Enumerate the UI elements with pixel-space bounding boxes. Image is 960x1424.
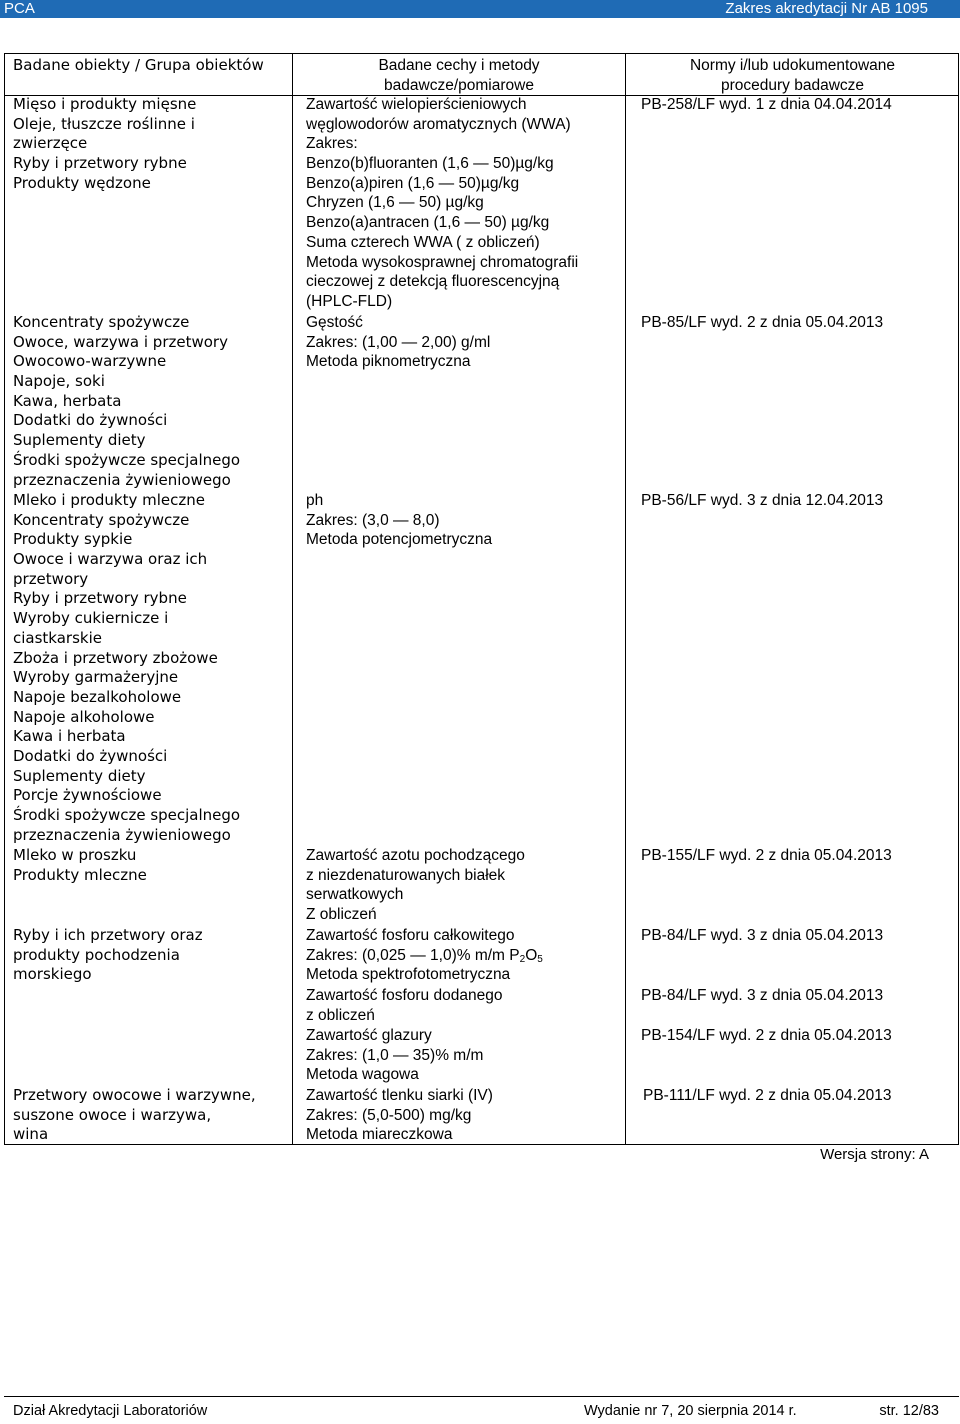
row-1-methods: Zawartość wielopierścieniowych węglowodorów aromatycznych (WWA) Zakres: Benzo(b)fluoranten (1,6 ― 50)µg/kg Benzo(a)piren (1,6 ― 50)µg/kg Chryzen (1,6 ― 50) µg/kg Benzo(a)antracen (1,6 ― 50) µg/kg Suma czterech WWA ( z obliczeń) Metoda wysokosprawnej chromatografii cieczowej z detekcją fluorescencyjną (HPLC-FLD) (306, 96, 579, 310)
row-3-objects: Mleko i produkty mleczne Koncentraty spożywcze Produkty sypkie Owoce i warzywa oraz ich przetwory Ryby i przetwory rybne Wyroby cukiernicze i ciastkarskie Zboża i przetwory zbożowe Wyroby garmażeryjne Napoje bezalkoholowe Napoje alkoholowe Kawa i herbata Dodatki do żywności Suplementy diety Porcje żywnościowe Środki spożywcze specjalnego przeznaczenia żywieniowego (13, 491, 241, 844)
row-2-objects: Koncentraty spożywcze Owoce, warzywa i przetwory Owocowo-warzywne Napoje, soki Kawa, herbata Dodatki do żywności Suplementy diety Środki spożywcze specjalnego przeznaczenia żywieniowego (13, 313, 241, 489)
row-7-methods: Zawartość glazury Zakres: (1,0 ― 35)% m/m Metoda wagowa (306, 1027, 484, 1084)
row-1-norm: PB-258/LF wyd. 1 z dnia 04.04.2014 (641, 96, 892, 113)
row-2-norm: PB-85/LF wyd. 2 z dnia 05.04.2013 (641, 314, 884, 331)
row-5-norm: PB-84/LF wyd. 3 z dnia 05.04.2013 (641, 927, 884, 944)
header-norms: Normy i/lub udokumentowane procedury badawcze (689, 57, 896, 94)
row-8-norm: PB-111/LF wyd. 2 z dnia 05.04.2013 (643, 1087, 892, 1104)
column-divider (292, 53, 293, 1145)
header-methods: Badane cechy i metody badawcze/pomiarowe (378, 57, 540, 94)
footer-divider (4, 1396, 959, 1397)
row-4-methods: Zawartość azotu pochodzącego z niezdenaturowanych białek serwatkowych Z obliczeń (306, 847, 525, 924)
header-left-text: PCA (4, 0, 35, 17)
row-8-objects: Przetwory owocowe i warzywne, suszone owoce i warzywa, wina (13, 1086, 256, 1144)
row-1-objects: Mięso i produkty mięsne Oleje, tłuszcze roślinne i zwierzęce Ryby i przetwory rybne Produkty wędzone (13, 95, 197, 192)
header-objects: Badane obiekty / Grupa obiektów (13, 56, 264, 74)
row-3-norm: PB-56/LF wyd. 3 z dnia 12.04.2013 (641, 492, 884, 509)
row-8-methods: Zawartość tlenku siarki (IV) Zakres: (5,0-500) mg/kg Metoda miareczkowa (306, 1087, 493, 1144)
row-4-objects: Mleko w proszku Produkty mleczne (13, 846, 147, 884)
row-5-objects: Ryby i ich przetwory oraz produkty pochodzenia morskiego (13, 926, 203, 984)
row-6-norm: PB-84/LF wyd. 3 z dnia 05.04.2013 (641, 987, 884, 1004)
row-2-methods: Gęstość Zakres: (1,00 ― 2,00) g/ml Metoda piknometryczna (306, 314, 491, 371)
row-5-methods: Zawartość fosforu całkowitego Zakres: (0,025 ― 1,0)% m/m $P_2O_5$ Metoda spektrofotometryczna (306, 927, 543, 984)
row-4-norm: PB-155/LF wyd. 2 z dnia 05.04.2013 (641, 847, 892, 864)
footer-left: Dział Akredytacji Laboratoriów (13, 1403, 208, 1419)
row-3-methods: ph Zakres: (3,0 ― 8,0) Metoda potencjometryczna (306, 492, 493, 549)
row-6-methods: Zawartość fosforu dodanego z obliczeń (306, 987, 503, 1024)
version-note: Wersja strony: A (820, 1146, 929, 1163)
top-header-bar (0, 0, 960, 18)
row-7-norm: PB-154/LF wyd. 2 z dnia 05.04.2013 (641, 1027, 892, 1044)
column-divider (625, 53, 626, 1145)
header-right-text: Zakres akredytacji Nr AB 1095 (725, 0, 928, 17)
footer-right: str. 12/83 (879, 1403, 939, 1419)
footer-center: Wydanie nr 7, 20 sierpnia 2014 r. (584, 1403, 797, 1419)
